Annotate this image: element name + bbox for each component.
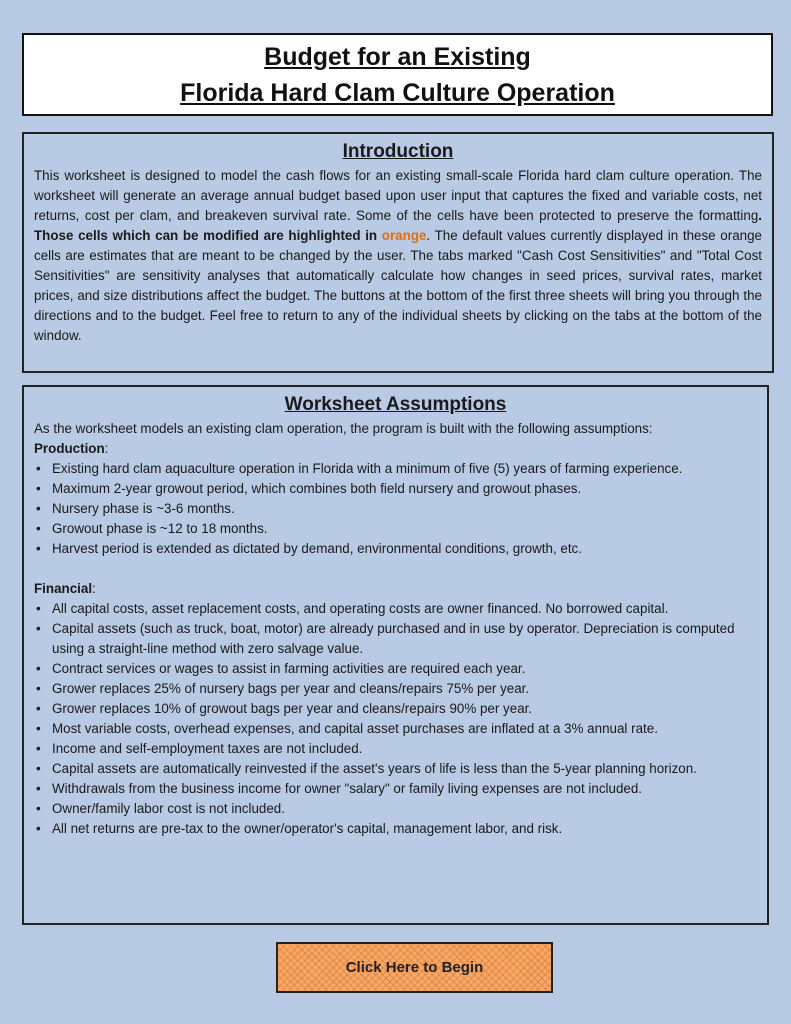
introduction-text: [34, 166, 762, 346]
production-label: Production: [34, 441, 105, 456]
list-item: • Growout phase is ~12 to 18 months.: [34, 519, 757, 539]
list-item: • Income and self-employment taxes are not included.: [34, 739, 757, 759]
title-box: [22, 33, 773, 116]
list-item: • All capital costs, asset replacement costs, and operating costs are owner financed. No borrowed capital.: [34, 599, 757, 619]
financial-heading: Financial:: [34, 581, 96, 596]
begin-button-label: Click Here to Begin: [345, 959, 484, 976]
assumptions-heading: Worksheet Assumptions: [284, 394, 507, 415]
list-item: • Harvest period is extended as dictated by demand, environmental conditions, growth, etc.: [34, 539, 757, 559]
list-item: • Most variable costs, overhead expenses, and capital asset purchases are inflated at a 3% annual rate.: [34, 719, 757, 739]
financial-label: Financial: [34, 581, 93, 596]
list-item: • Existing hard clam aquaculture operation in Florida with a minimum of five (5) years of farming experience.: [34, 459, 757, 479]
section-spacer: [34, 559, 757, 579]
title-line-2: Florida Hard Clam Culture Operation: [180, 78, 615, 107]
introduction-panel: [22, 132, 774, 373]
introduction-bold-text: Those cells which can be modified are highlighted in: [34, 228, 382, 243]
introduction-heading: Introduction: [342, 141, 454, 162]
introduction-text-part2: . The default values currently displayed in these orange cells are estimates that are meant to be changed by the user. The tabs marked "Cash Cost Sensitivities" and "Total Cost Sensitivities" are sensitivity analyses that automatically calculate how changes in seed prices, survival rates, market prices, and size distributions affect the budget. The buttons at the bottom of the first three sheets will bring you through the directions and to the budget. Feel free to return to any of the individual sheets by clicking on the tabs at the bottom of the window.: [34, 228, 762, 343]
list-item: • Grower replaces 25% of nursery bags per year and cleans/repairs 75% per year.: [34, 679, 757, 699]
production-list: [34, 459, 757, 559]
list-item: • Capital assets are automatically reinvested if the asset's years of life is less than the 5-year planning horizon.: [34, 759, 757, 779]
begin-button[interactable]: [276, 942, 553, 993]
list-item: • Capital assets (such as truck, boat, motor) are already purchased and in use by operator. Depreciation is computed using a straight-line method with zero salvage value.: [34, 619, 757, 659]
production-heading: Production:: [34, 441, 109, 456]
list-item: • Maximum 2-year growout period, which combines both field nursery and growout phases.: [34, 479, 757, 499]
orange-word: orange: [381, 228, 427, 243]
list-item: • All net returns are pre-tax to the owner/operator's capital, management labor, and risk.: [34, 819, 757, 839]
list-item: • Grower replaces 10% of growout bags per year and cleans/repairs 90% per year.: [34, 699, 757, 719]
list-item: • Withdrawals from the business income for owner "salary" or family living expenses are not included.: [34, 779, 757, 799]
financial-list: [34, 599, 757, 839]
introduction-text-part1: This worksheet is designed to model the cash flows for an existing small-scale Florida hard clam culture operation. The worksheet will generate an average annual budget based upon user input that captures the fixed and variable costs, net returns, cost per clam, and breakeven survival rate. Some of the cells have been protected to preserve the formatting: [34, 168, 762, 223]
list-item: • Contract services or wages to assist in farming activities are required each year.: [34, 659, 757, 679]
assumptions-lead: As the worksheet models an existing clam operation, the program is built with the following assumptions:: [34, 421, 653, 436]
list-item: • Nursery phase is ~3-6 months.: [34, 499, 757, 519]
introduction-period: .: [758, 208, 762, 223]
title-line-1: Budget for an Existing: [264, 42, 531, 71]
assumptions-panel: [22, 385, 769, 925]
list-item: • Owner/family labor cost is not included.: [34, 799, 757, 819]
